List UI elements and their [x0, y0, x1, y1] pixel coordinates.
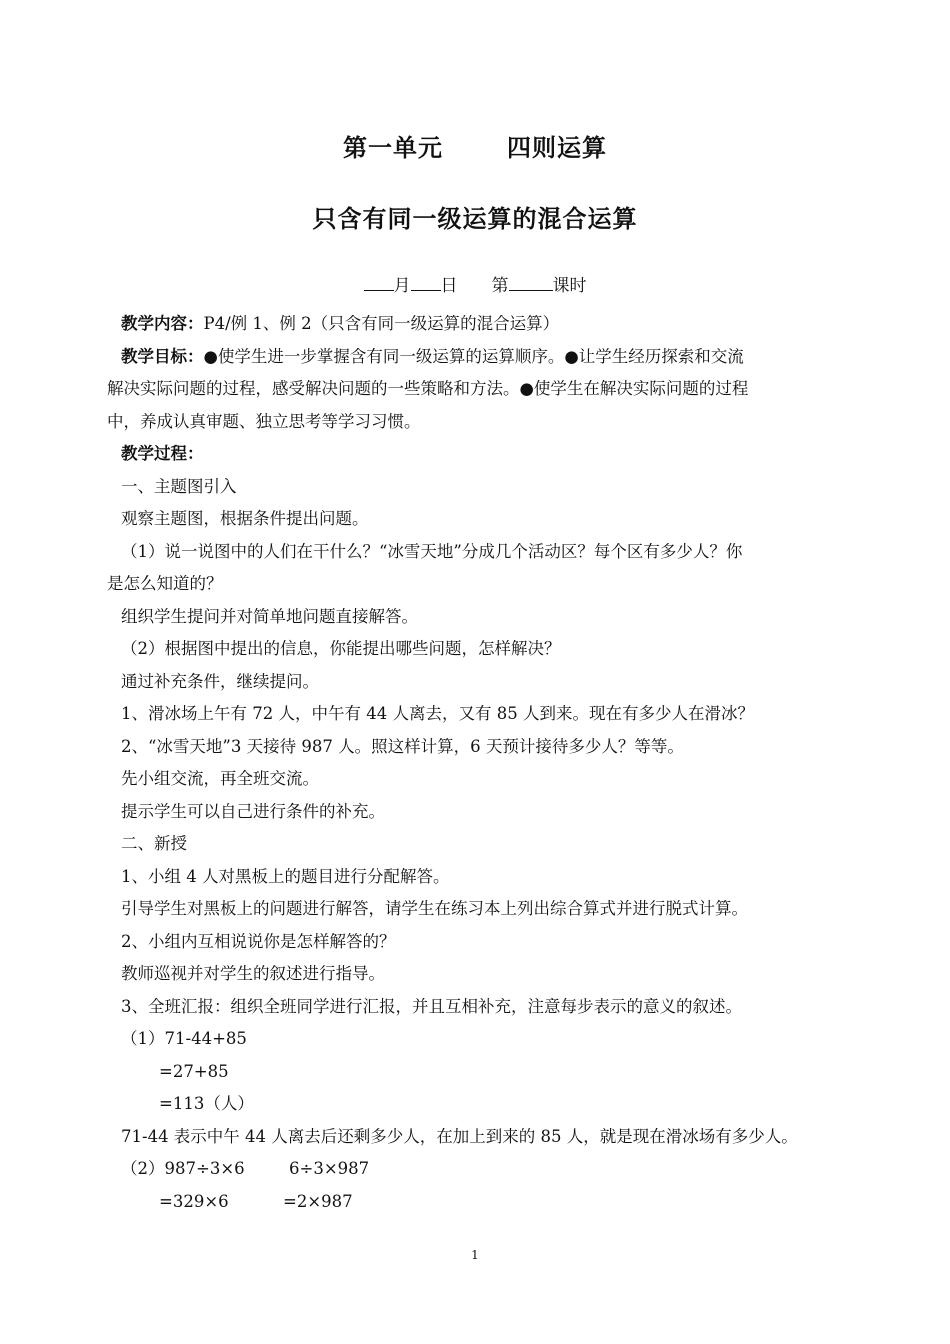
content-text: P4/例 1、例 2（只含有同一级运算的混合运算） [203, 314, 560, 333]
goals-label: 教学目标： [121, 346, 204, 366]
goals-paragraph [107, 341, 857, 374]
equation-right: 6÷3×987 [289, 1159, 370, 1178]
text-line: 组织学生提问并对简单地问题直接解答。 [121, 606, 418, 626]
equation-line [107, 1186, 857, 1219]
month-blank [364, 272, 394, 291]
page-number: 1 [471, 1248, 479, 1262]
lesson-suffix: 课时 [552, 276, 587, 296]
text-line: 2、“冰雪天地”3 天接待 987 人。照这样计算，6 天预计接待多少人？等等。 [121, 736, 684, 756]
goals-line-2: 解决实际问题的过程，感受解决问题的一些策略和方法。●使学生在解决实际问题的过程 [107, 379, 749, 398]
text-line: 是怎么知道的？ [107, 574, 223, 593]
lesson-title: 只含有同一级运算的混合运算 [312, 205, 638, 233]
content-label: 教学内容： [121, 314, 204, 333]
text-line: 71-44 表示中午 44 人离去后还剩多少人，在加上到来的 85 人，就是现在滑冰场有多少人。 [121, 1126, 798, 1146]
goals-line-1: ●使学生进一步掌握含有同一级运算的运算顺序。●让学生经历探索和交流 [203, 346, 744, 366]
text-line: 教师巡视并对学生的叙述进行指导。 [121, 964, 385, 983]
section-heading: 二、新授 [121, 834, 187, 853]
text-line: 先小组交流，再全班交流。 [121, 769, 319, 788]
text-line: （2）根据图中提出的信息，你能提出哪些问题，怎样解决？ [121, 639, 561, 658]
lesson-blank [509, 272, 553, 291]
equation-line: （1）71-44+85 [121, 1029, 247, 1048]
text-line: 通过补充条件，继续提问。 [121, 671, 319, 691]
section-heading: 一、主题图引入 [121, 476, 237, 496]
day-blank [411, 272, 441, 291]
text-line: 1、小组 4 人对黑板上的题目进行分配解答。 [121, 866, 450, 886]
equation-line: =27+85 [159, 1061, 229, 1081]
document-body [107, 308, 857, 1218]
text-line: （1）说一说图中的人们在干什么？“冰雪天地”分成几个活动区？每个区有多少人？你 [121, 541, 743, 561]
lesson-prefix: 第 [491, 276, 509, 296]
text-line: 2、小组内互相说说你是怎样解答的？ [121, 931, 396, 951]
day-label: 日 [440, 276, 458, 296]
process-label: 教学过程： [121, 444, 204, 463]
text-line: 1、滑冰场上午有 72 人，中午有 44 人离去，又有 85 人到来。现在有多少人在滑冰？ [121, 704, 754, 723]
unit-title [0, 130, 950, 166]
equation-left: （2）987÷3×6 [121, 1159, 245, 1178]
equation-line [107, 1153, 857, 1186]
text-line: 引导学生对黑板上的问题进行解答，请学生在练习本上列出综合算式并进行脱式计算。 [121, 899, 748, 918]
date-line [0, 272, 950, 300]
text-line: 3、全班汇报：组织全班同学进行汇报，并且互相补充，注意每步表示的意义的叙述。 [121, 996, 742, 1016]
text-line: 观察主题图，根据条件提出问题。 [121, 509, 369, 528]
month-label: 月 [393, 276, 411, 296]
topic-label: 四则运算 [507, 134, 607, 162]
equation-right: =2×987 [283, 1191, 353, 1211]
goals-line-3: 中，养成认真审题、独立思考等学习习惯。 [107, 411, 421, 431]
unit-label: 第一单元 [343, 134, 443, 162]
equation-left: =329×6 [159, 1191, 229, 1211]
content-paragraph [107, 308, 857, 341]
text-line: 提示学生可以自己进行条件的补充。 [121, 801, 385, 821]
equation-line: =113（人） [159, 1094, 254, 1113]
